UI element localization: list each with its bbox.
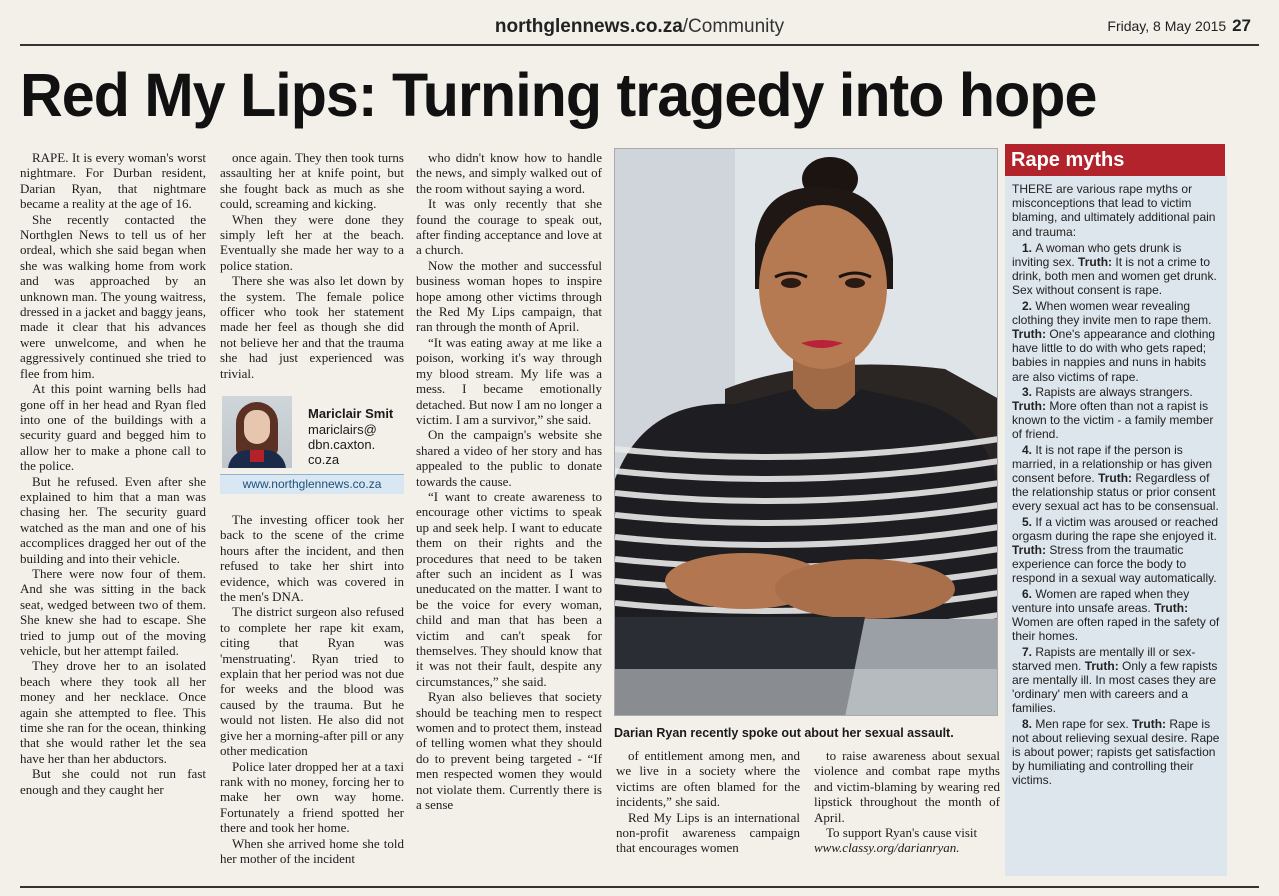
site-name: northglennews.co.za <box>494 16 683 37</box>
myth-text: When women wear revealing clothing they invite men to rape them. <box>1012 298 1212 327</box>
article-column-2-lower <box>220 512 404 872</box>
paragraph: once again. They then took turns assaulting her at knife point, but she fought back as much as she could, screaming and kicking. <box>220 150 404 212</box>
sidebar-title: Rape myths <box>1005 144 1225 176</box>
sidebar-content <box>1012 182 1220 872</box>
paragraph: But she could not run fast enough and they caught her <box>20 766 206 797</box>
article-column-3 <box>416 150 602 870</box>
paragraph: When she arrived home she told her mother of the incident <box>220 835 404 866</box>
myth-number: 7. <box>1022 644 1036 659</box>
paragraph: “It was eating away at me like a poison, working it's way through my blood stream. My life was a mess. I became emotionally detached. But now I am no longer a victim. I am a survivor,” she said. <box>416 334 602 427</box>
truth-text: Regardless of the relationship status or prior consent every sexual act has to be consensual. <box>1012 471 1219 514</box>
page-number: 27 <box>1232 16 1251 35</box>
paragraph: to raise awareness about sexual violence and combat rape myths and victim-blaming by wearing red lipstick throughout the month of April. <box>814 748 1000 825</box>
paragraph: On the campaign's website she shared a video of her story and has appealed to the public to donate towards the cause. <box>416 427 602 489</box>
myth-item <box>1012 515 1220 586</box>
top-rule <box>20 44 1259 46</box>
myth-item <box>1012 717 1220 788</box>
truth-text: One's appearance and clothing have little to do with who gets raped; babies in nappies and nuns in habits are also victims of rape. <box>1012 327 1216 384</box>
paragraph: They drove her to an isolated beach where they took all her money and her necklace. Once again she attempted to flee. This time she ran for the ocean, thinking that she would rather let the sea have her than her abductors. <box>20 658 206 766</box>
truth-label: Truth: <box>1012 327 1050 342</box>
paragraph: Police later dropped her at a taxi rank with no money, forcing her to make her own way home. Fortunately a friend spotted her there and took her home. <box>220 758 404 836</box>
myth-item <box>1012 241 1220 298</box>
myth-text: Men rape for sex. <box>1035 716 1133 731</box>
truth-label: Truth: <box>1098 471 1136 486</box>
issue-date: Friday, 8 May 2015 <box>1107 18 1227 34</box>
myth-number: 4. <box>1022 442 1036 457</box>
paragraph: It was only recently that she found the courage to speak out, after finding acceptance and love at a church. <box>416 196 602 258</box>
truth-text: More often than not a rapist is known to the victim - a family member of friend. <box>1012 399 1214 442</box>
campaign-link: www.classy.org/darianryan. <box>814 840 960 856</box>
paragraph: Now the mother and successful business woman hopes to inspire hope among other victims through the Red My Lips campaign, that ran through the month of April. <box>416 257 602 335</box>
paragraph: She recently contacted the Northglen News to tell us of her ordeal, which she said began when she was walking home from work and was approached by an unknown man. The young waitress, dressed in a jacket and baggy jeans, made it clear that his advances were unwelcome, and when he aggressively continued she tried to flee from him. <box>20 211 206 381</box>
truth-text: Rape is not about relieving sexual desire. Rape is about power; rapists get satisfaction by humiliating and controlling their victims. <box>1012 716 1220 788</box>
myth-item <box>1012 385 1220 442</box>
myth-number: 3. <box>1022 384 1036 399</box>
article-column-4 <box>616 748 800 872</box>
paragraph: who didn't know how to handle the news, and simply walked out of the room without saying a word. <box>416 150 602 196</box>
paragraph: To support Ryan's cause visit <box>826 825 978 841</box>
myth-number: 2. <box>1022 298 1036 313</box>
portrait-photo <box>614 148 998 716</box>
paragraph: Red My Lips is an international non-profit awareness campaign that encourages women <box>616 809 800 856</box>
article-column-5 <box>814 748 1000 872</box>
paragraph: At this point warning bells had gone off in her head and Ryan fled into one of the buildings with a security guard and begged him to allow her to make a phone call to the police. <box>20 381 206 474</box>
paragraph: The district surgeon also refused to complete her rape kit exam, citing that Ryan was 'menstruating'. Ryan tried to explain that her period was not due for weeks and the blood was caused by the trauma. But he would not listen. He also did not give her a morning-after pill or any other medication <box>220 604 404 759</box>
truth-label: Truth: <box>1132 716 1170 731</box>
myth-number: 6. <box>1022 586 1036 601</box>
truth-label: Truth: <box>1078 255 1116 270</box>
paragraph: When they were done they simply left her at the beach. Eventually she made her way to a police station. <box>220 211 404 273</box>
truth-label: Truth: <box>1012 543 1050 558</box>
website-url: www.northglennews.co.za <box>242 477 382 491</box>
author-email: mariclairs@ dbn.caxton. co.za <box>308 422 377 467</box>
myth-item <box>1012 587 1220 644</box>
masthead <box>20 14 1259 40</box>
paragraph: RAPE. It is every woman's worst nightmare. For Durban resident, Darian Ryan, that nightmare became a reality at the age of 16. <box>20 150 206 212</box>
paragraph: There were now four of them. And she was sitting in the back seat, wedged between two of them. She knew she had to escape. She tried to jump out of the moving vehicle, but her attempt failed. <box>20 565 206 658</box>
paragraph: Ryan also believes that society should be teaching men to respect women and to protect them, instead of telling women what they should do to prevent being targeted - “If men respected women they would not violate them. Currently there is a sense <box>416 689 602 813</box>
myth-item <box>1012 645 1220 716</box>
myth-text: Women are raped when they venture into unsafe areas. <box>1012 586 1190 615</box>
paragraph: of entitlement among men, and we live in a society where the victims are often blamed for the incidents,” she said. <box>616 748 800 810</box>
author-photo <box>222 396 292 468</box>
truth-text: Only a few rapists are mentally ill. In most cases they are 'ordinary' men with careers and a families. <box>1012 658 1218 716</box>
myth-item <box>1012 299 1220 384</box>
truth-text: Stress from the traumatic experience can force the body to respond in a sexual way automatically. <box>1012 543 1217 586</box>
issue-info <box>1107 16 1251 36</box>
website-banner <box>220 474 404 494</box>
paragraph: But he refused. Even after she explained to him that a man was chasing her. The security guard watched as the man and one of his accomplices dragged her out of the building and into their vehicle. <box>20 473 206 566</box>
author-name: Mariclair Smit <box>308 406 394 421</box>
myth-number: 1. <box>1022 240 1036 255</box>
article-column-5-text <box>814 748 1000 840</box>
portrait-illustration <box>615 149 998 716</box>
myth-text: A woman who gets drunk is inviting sex. <box>1012 240 1182 270</box>
paragraph: “I want to create awareness to encourage other victims to speak up and seek help. I want to educate them on their rights and the procedures that need to be taken after such an incident as I was uneducated on the matter. I want to be the voice for every woman, child and man that has been a victim and can't speak for themselves. They should know that it was not their fault, despite any circumstances,” she said. <box>416 488 602 689</box>
section-header <box>20 16 1259 38</box>
myth-item <box>1012 443 1220 514</box>
truth-label: Truth: <box>1154 600 1189 615</box>
bottom-rule <box>20 886 1259 888</box>
article-column-1 <box>20 150 206 870</box>
article-column-2 <box>220 150 404 390</box>
section-name: /Community <box>682 16 785 37</box>
truth-label: Truth: <box>1084 658 1123 673</box>
myth-text: Rapists are always strangers. <box>1035 384 1193 399</box>
myth-number: 5. <box>1022 514 1036 529</box>
photo-caption: Darian Ryan recently spoke out about her sexual assault. <box>614 726 954 740</box>
paragraph: There she was also let down by the system. The female police officer who took her statement made her feel as though she did not believe her and that the trauma she had just experienced was trivial. <box>220 273 404 381</box>
myth-text: Rapists are mentally ill or sex-starved men. <box>1012 644 1196 673</box>
sidebar-intro: THERE are various rape myths or misconceptions that lead to victim blaming, and ultimately additional pain and trauma: <box>1012 182 1216 239</box>
myth-list <box>1012 241 1220 788</box>
truth-text: It is not a crime to drink, both men and women get drunk. Sex without consent is rape. <box>1012 255 1217 298</box>
myth-text: If a victim was aroused or reached orgasm during the rape she enjoyed it. <box>1012 514 1219 543</box>
headline: Red My Lips: Turning tragedy into hope <box>20 61 1097 129</box>
myth-text: It is not rape if the person is married, in a relationship or has given consent before. <box>1012 442 1213 486</box>
truth-text: Women are often raped in the safety of their homes. <box>1012 615 1220 644</box>
myth-number: 8. <box>1022 716 1036 731</box>
paragraph: The investing officer took her back to the scene of the crime hours after the incident, and then refused to take her shirt into evidence, which was covered in the men's DNA. <box>220 512 404 605</box>
byline <box>220 392 404 474</box>
truth-label: Truth: <box>1012 399 1050 414</box>
